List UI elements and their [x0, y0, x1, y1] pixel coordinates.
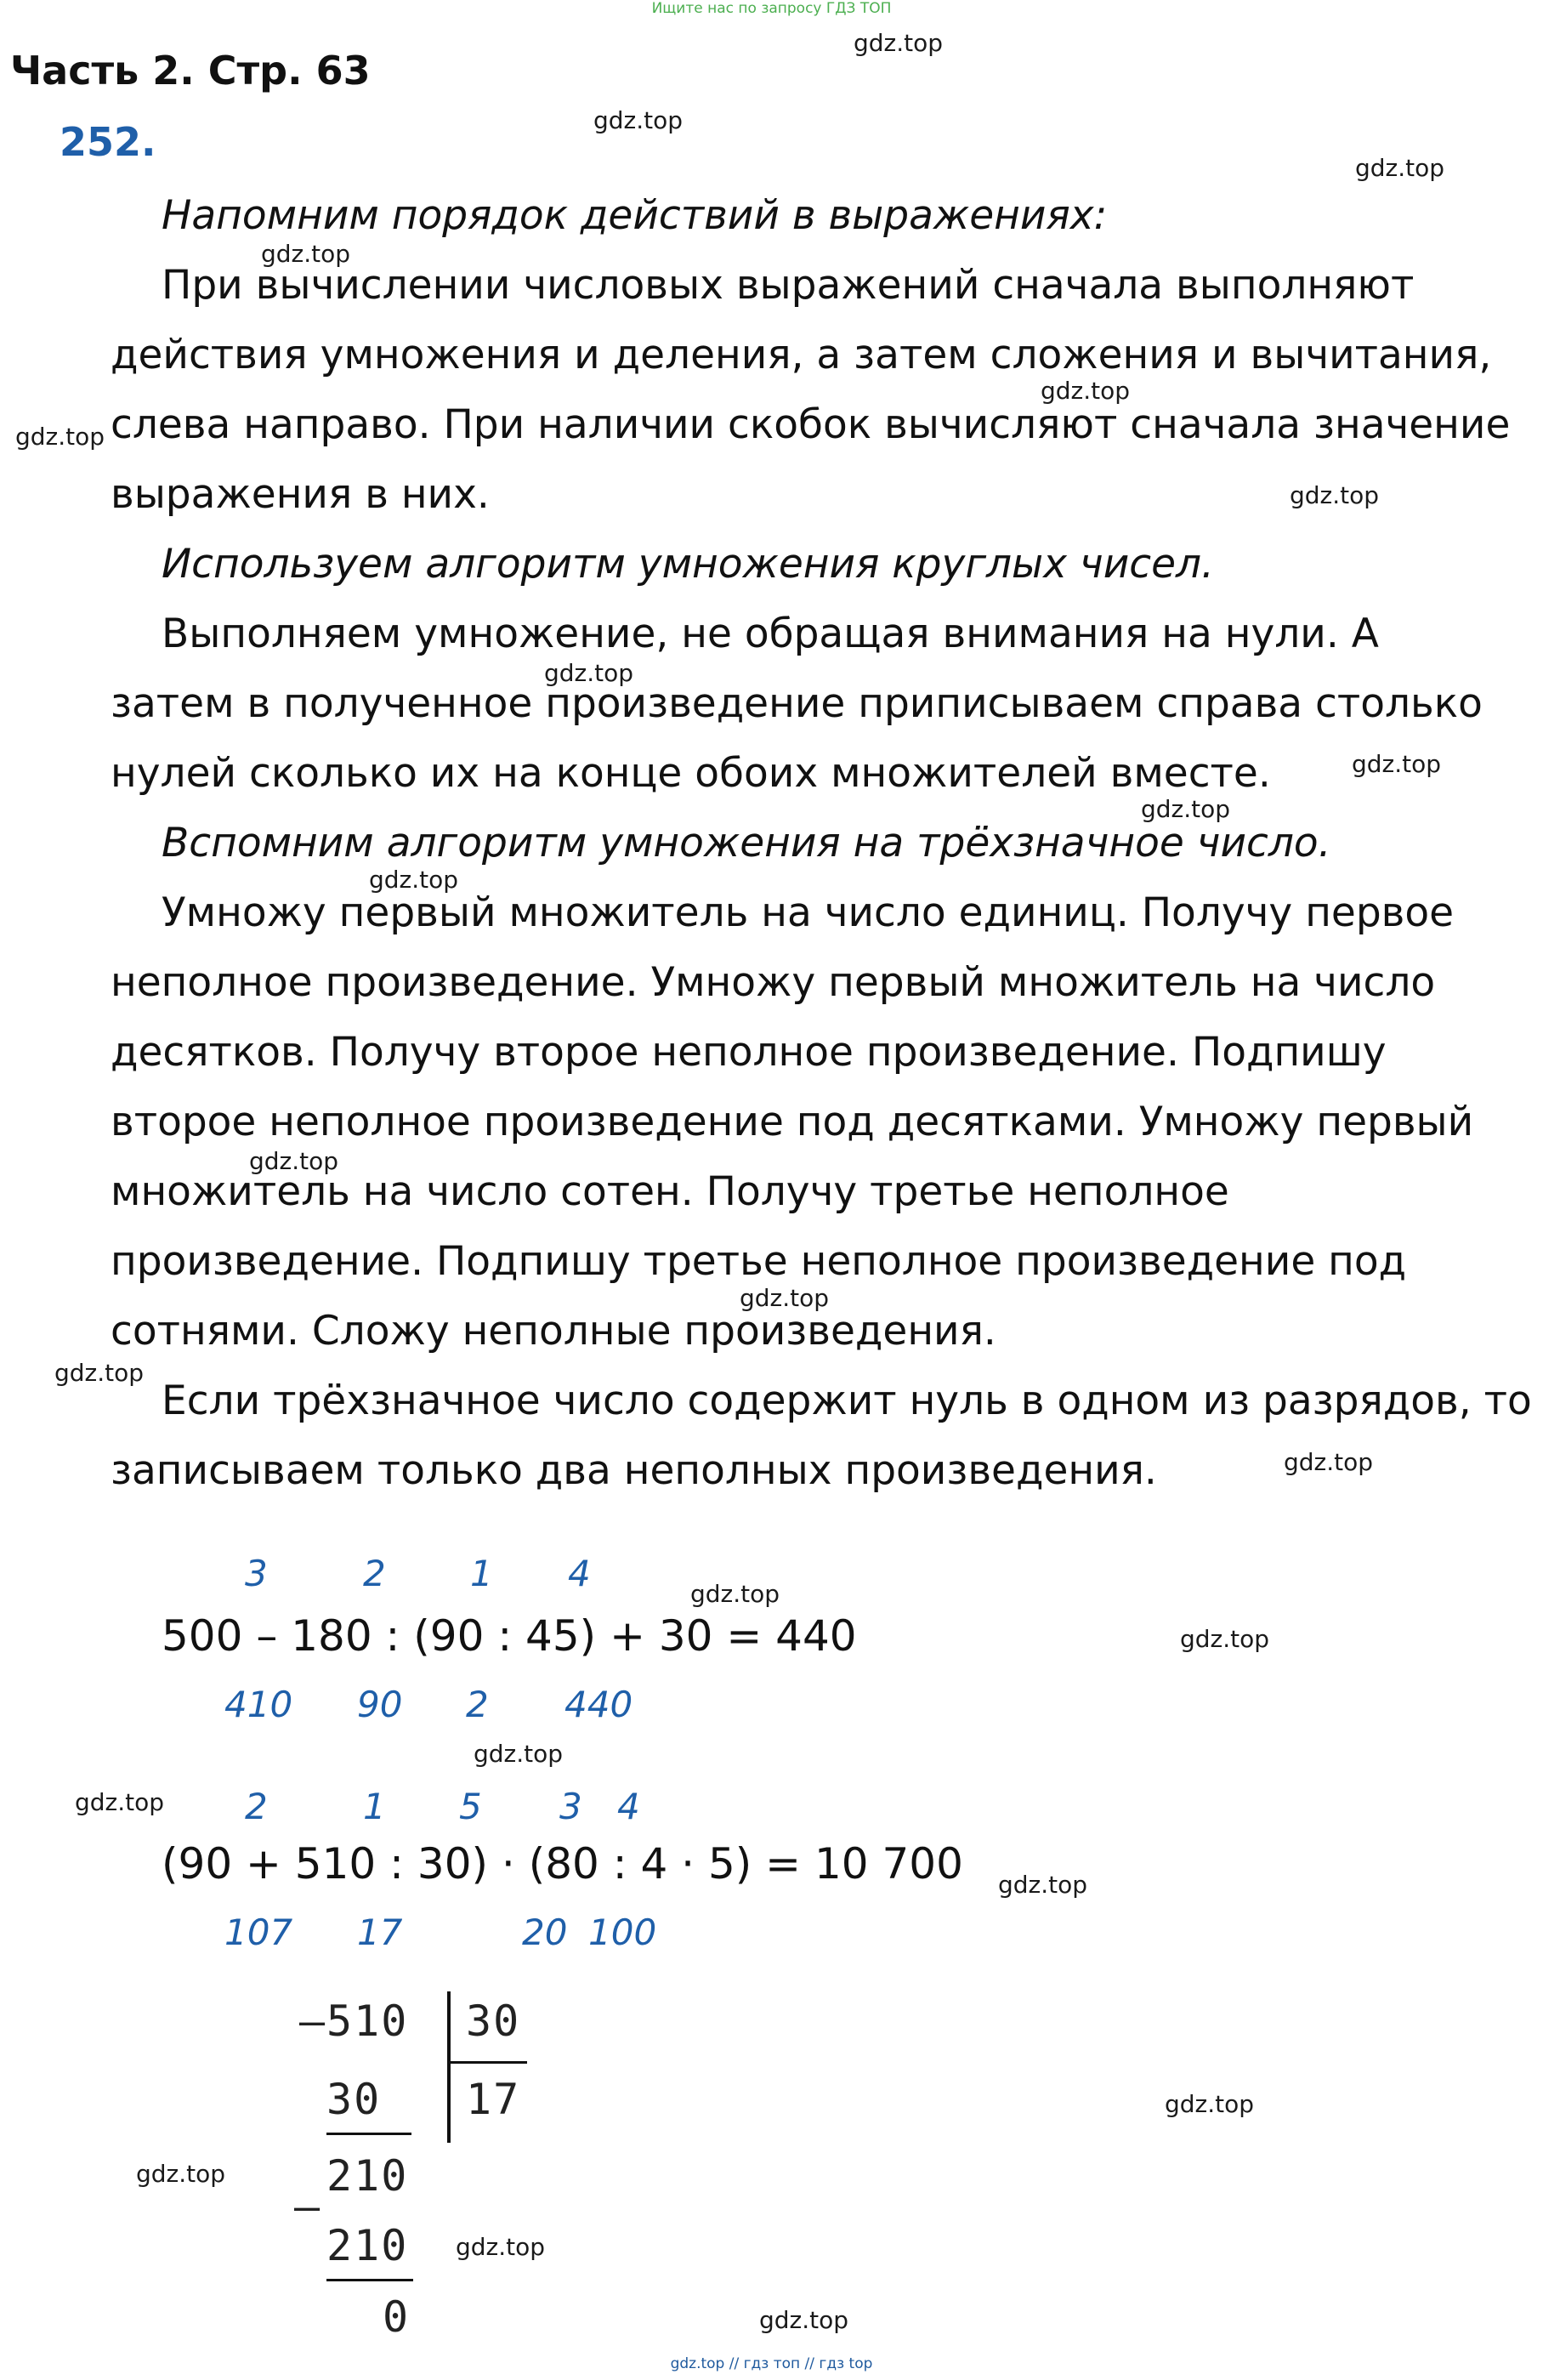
- division-remainder: 210: [326, 2151, 409, 2201]
- watermark: gdz.top: [75, 1788, 165, 1816]
- intermediate-result: 90: [357, 1684, 403, 1725]
- intermediate-result: 2: [466, 1684, 489, 1725]
- task-number: 252.: [60, 119, 156, 165]
- intermediate-result: 100: [588, 1911, 657, 1953]
- paragraph-line: действия умножения и деления, а затем сложения и вычитания,: [111, 332, 1492, 378]
- top-banner: Ищите нас по запросу ГДЗ ТОП: [651, 0, 892, 17]
- division-underline: [326, 2279, 413, 2281]
- division-subtrahend: 30: [326, 2075, 382, 2124]
- paragraph-line: Умножу первый множитель на число единиц. Получу первое: [162, 889, 1455, 936]
- watermark: gdz.top: [690, 1580, 780, 1608]
- operation-order: 2: [245, 1786, 268, 1827]
- expression-2: (90 + 510 : 30) · (80 : 4 · 5) = 10 700: [162, 1839, 963, 1889]
- operation-order: 4: [617, 1786, 640, 1827]
- watermark: gdz.top: [1141, 795, 1231, 823]
- division-divisor: 30: [466, 1997, 521, 2046]
- division-quotient-line: [449, 2061, 527, 2064]
- division-subtrahend: 210: [326, 2221, 409, 2270]
- operation-order: 1: [470, 1553, 493, 1594]
- bottom-banner: gdz.top // гдз топ // гдз top: [670, 2355, 873, 2372]
- watermark: gdz.top: [249, 1147, 339, 1175]
- watermark: gdz.top: [369, 866, 459, 894]
- paragraph-line: записываем только два неполных произведения.: [111, 1447, 1157, 1494]
- division-minus: –: [294, 2182, 322, 2231]
- paragraph-line: множитель на число сотен. Получу третье неполное: [111, 1168, 1229, 1215]
- watermark: gdz.top: [1041, 377, 1131, 405]
- watermark: gdz.top: [261, 240, 351, 268]
- paragraph-line: затем в полученное произведение приписываем справа столько: [111, 680, 1483, 727]
- watermark: gdz.top: [1355, 154, 1445, 182]
- watermark: gdz.top: [1165, 2090, 1255, 2118]
- paragraph-line: второе неполное произведение под десятками. Умножу первый: [111, 1099, 1474, 1145]
- division-final-remainder: 0: [383, 2292, 411, 2342]
- operation-order: 5: [459, 1786, 482, 1827]
- watermark: gdz.top: [854, 29, 944, 57]
- division-vertical-bar: [447, 1991, 451, 2143]
- intermediate-result: 17: [357, 1911, 403, 1953]
- page-heading: Часть 2. Стр. 63: [10, 48, 371, 94]
- watermark: gdz.top: [593, 106, 684, 134]
- watermark: gdz.top: [759, 2306, 849, 2334]
- watermark: gdz.top: [474, 1740, 564, 1768]
- division-dividend: 510: [326, 1997, 409, 2046]
- watermark: gdz.top: [998, 1871, 1088, 1899]
- watermark: gdz.top: [15, 423, 105, 451]
- watermark: gdz.top: [54, 1359, 145, 1387]
- rule-title-round: Используем алгоритм умножения круглых чисел.: [162, 541, 1214, 588]
- paragraph-line: Выполняем умножение, не обращая внимания на нули. А: [162, 611, 1379, 657]
- division-quotient: 17: [466, 2075, 521, 2124]
- operation-order: 3: [559, 1786, 582, 1827]
- operation-order: 3: [245, 1553, 268, 1594]
- watermark: gdz.top: [1284, 1448, 1374, 1476]
- watermark: gdz.top: [740, 1284, 830, 1312]
- intermediate-result: 440: [564, 1684, 633, 1725]
- rule-title-order: Напомним порядок действий в выражениях:: [162, 192, 1108, 239]
- watermark: gdz.top: [1290, 481, 1380, 509]
- intermediate-result: 107: [224, 1911, 293, 1953]
- operation-order: 4: [568, 1553, 591, 1594]
- rule-title-three-digit: Вспомним алгоритм умножения на трёхзначное число.: [162, 820, 1331, 866]
- watermark: gdz.top: [136, 2160, 226, 2188]
- division-underline: [326, 2133, 411, 2135]
- paragraph-line: выражения в них.: [111, 471, 490, 518]
- operation-order: 1: [363, 1786, 386, 1827]
- operation-order: 2: [363, 1553, 386, 1594]
- paragraph-line: Если трёхзначное число содержит нуль в одном из разрядов, то: [162, 1377, 1532, 1424]
- watermark: gdz.top: [1180, 1625, 1270, 1653]
- expression-1: 500 – 180 : (90 : 45) + 30 = 440: [162, 1611, 857, 1661]
- paragraph-line: произведение. Подпишу третье неполное произведение под: [111, 1238, 1407, 1285]
- paragraph-line: сотнями. Сложу неполные произведения.: [111, 1308, 996, 1355]
- division-minus: –: [299, 1997, 327, 2046]
- paragraph-line: слева направо. При наличии скобок вычисляют сначала значение: [111, 401, 1511, 448]
- paragraph-line: десятков. Получу второе неполное произведение. Подпишу: [111, 1029, 1387, 1076]
- paragraph-line: нулей сколько их на конце обоих множителей вместе.: [111, 750, 1271, 797]
- intermediate-result: 410: [224, 1684, 293, 1725]
- watermark: gdz.top: [456, 2233, 546, 2261]
- watermark: gdz.top: [544, 659, 634, 687]
- watermark: gdz.top: [1352, 750, 1442, 778]
- paragraph-line: неполное произведение. Умножу первый множитель на число: [111, 959, 1436, 1006]
- intermediate-result: 20: [522, 1911, 568, 1953]
- paragraph-line: При вычислении числовых выражений сначала выполняют: [162, 262, 1415, 309]
